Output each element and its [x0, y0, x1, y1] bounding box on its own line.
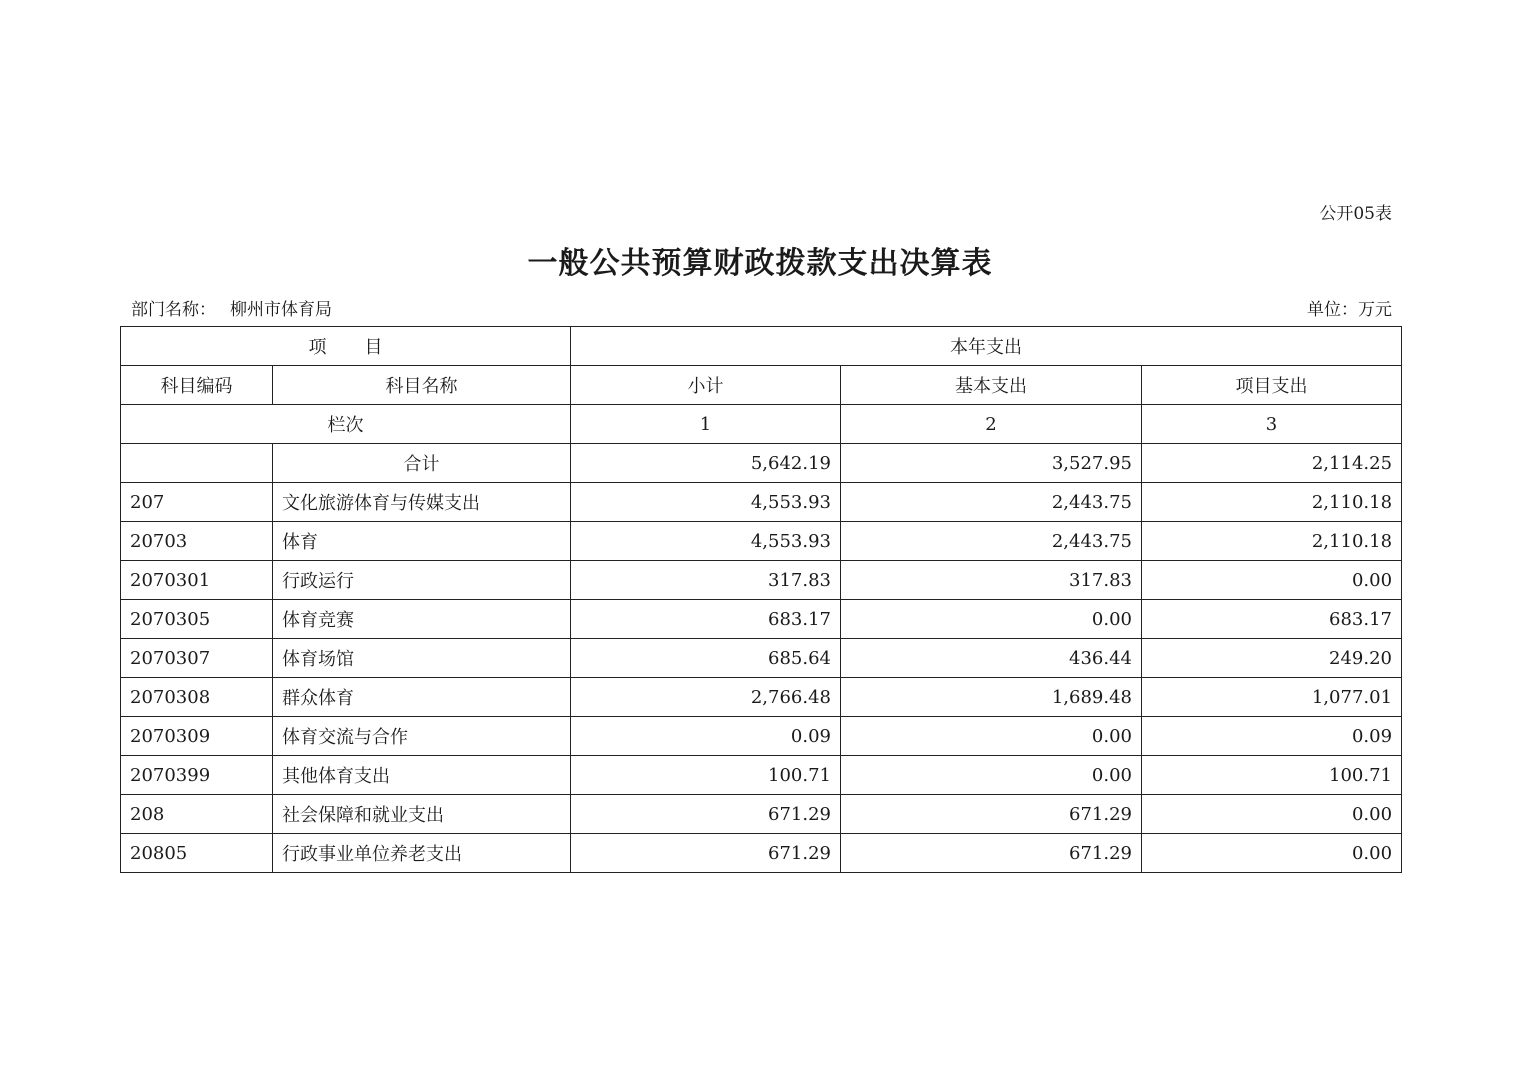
column-label: 栏次	[121, 405, 571, 444]
cell-name: 行政事业单位养老支出	[273, 834, 571, 873]
header-code: 科目编码	[121, 366, 273, 405]
table-row-total	[121, 444, 1402, 483]
cell-name: 体育场馆	[273, 639, 571, 678]
header-row-1	[121, 327, 1402, 366]
cell-basic: 2,443.75	[841, 483, 1142, 522]
cell-basic: 671.29	[841, 795, 1142, 834]
cell-subtotal: 4,553.93	[571, 522, 841, 561]
header-item-char-1: 项	[308, 337, 327, 358]
cell-name: 其他体育支出	[273, 756, 571, 795]
table-row	[121, 756, 1402, 795]
cell-subtotal: 0.09	[571, 717, 841, 756]
table-body	[121, 327, 1402, 873]
cell-project: 0.00	[1142, 795, 1402, 834]
cell-code: 2070305	[121, 600, 273, 639]
cell-name: 群众体育	[273, 678, 571, 717]
header-year-expenditure: 本年支出	[571, 327, 1402, 366]
cell-name: 社会保障和就业支出	[273, 795, 571, 834]
cell-code: 2070307	[121, 639, 273, 678]
cell-code	[121, 444, 273, 483]
cell-name: 体育	[273, 522, 571, 561]
cell-code: 2070301	[121, 561, 273, 600]
table-row	[121, 795, 1402, 834]
header-row-2	[121, 366, 1402, 405]
cell-project: 2,110.18	[1142, 522, 1402, 561]
header-project: 项目支出	[1142, 366, 1402, 405]
header-basic: 基本支出	[841, 366, 1142, 405]
cell-basic: 317.83	[841, 561, 1142, 600]
table-row	[121, 600, 1402, 639]
cell-name: 体育竞赛	[273, 600, 571, 639]
cell-code: 2070308	[121, 678, 273, 717]
cell-code: 2070399	[121, 756, 273, 795]
department-name: 柳州市体育局	[230, 300, 332, 320]
table-row	[121, 678, 1402, 717]
department-info	[131, 295, 332, 320]
cell-subtotal: 100.71	[571, 756, 841, 795]
cell-project: 683.17	[1142, 600, 1402, 639]
cell-basic: 671.29	[841, 834, 1142, 873]
unit-label: 单位：万元	[1307, 300, 1392, 320]
column-number-row	[121, 405, 1402, 444]
cell-code: 20805	[121, 834, 273, 873]
cell-name: 文化旅游体育与传媒支出	[273, 483, 571, 522]
cell-basic: 0.00	[841, 600, 1142, 639]
table-row	[121, 717, 1402, 756]
cell-basic: 436.44	[841, 639, 1142, 678]
cell-project: 1,077.01	[1142, 678, 1402, 717]
cell-basic: 3,527.95	[841, 444, 1142, 483]
table-row	[121, 639, 1402, 678]
form-number: 公开05表	[1319, 204, 1392, 224]
cell-project: 0.00	[1142, 561, 1402, 600]
header-name: 科目名称	[273, 366, 571, 405]
cell-name: 行政运行	[273, 561, 571, 600]
cell-project: 100.71	[1142, 756, 1402, 795]
cell-project: 0.09	[1142, 717, 1402, 756]
cell-name: 合计	[273, 444, 571, 483]
cell-subtotal: 683.17	[571, 600, 841, 639]
table-row	[121, 561, 1402, 600]
expenditure-table	[120, 326, 1402, 873]
cell-code: 2070309	[121, 717, 273, 756]
cell-code: 207	[121, 483, 273, 522]
cell-project: 2,114.25	[1142, 444, 1402, 483]
table-row	[121, 522, 1402, 561]
cell-subtotal: 2,766.48	[571, 678, 841, 717]
table-row	[121, 483, 1402, 522]
cell-subtotal: 671.29	[571, 834, 841, 873]
cell-subtotal: 4,553.93	[571, 483, 841, 522]
column-number-2: 2	[841, 405, 1142, 444]
cell-project: 249.20	[1142, 639, 1402, 678]
page-title: 一般公共预算财政拨款支出决算表	[527, 246, 993, 281]
table-row	[121, 834, 1402, 873]
column-number-1: 1	[571, 405, 841, 444]
header-item-char-2: 目	[364, 337, 383, 358]
cell-basic: 0.00	[841, 717, 1142, 756]
column-number-3: 3	[1142, 405, 1402, 444]
cell-subtotal: 5,642.19	[571, 444, 841, 483]
cell-basic: 2,443.75	[841, 522, 1142, 561]
cell-project: 2,110.18	[1142, 483, 1402, 522]
cell-subtotal: 685.64	[571, 639, 841, 678]
cell-project: 0.00	[1142, 834, 1402, 873]
cell-basic: 0.00	[841, 756, 1142, 795]
header-item	[121, 327, 571, 366]
cell-subtotal: 671.29	[571, 795, 841, 834]
header-subtotal: 小计	[571, 366, 841, 405]
department-label: 部门名称：	[131, 300, 216, 320]
cell-subtotal: 317.83	[571, 561, 841, 600]
cell-basic: 1,689.48	[841, 678, 1142, 717]
cell-code: 20703	[121, 522, 273, 561]
cell-name: 体育交流与合作	[273, 717, 571, 756]
cell-code: 208	[121, 795, 273, 834]
